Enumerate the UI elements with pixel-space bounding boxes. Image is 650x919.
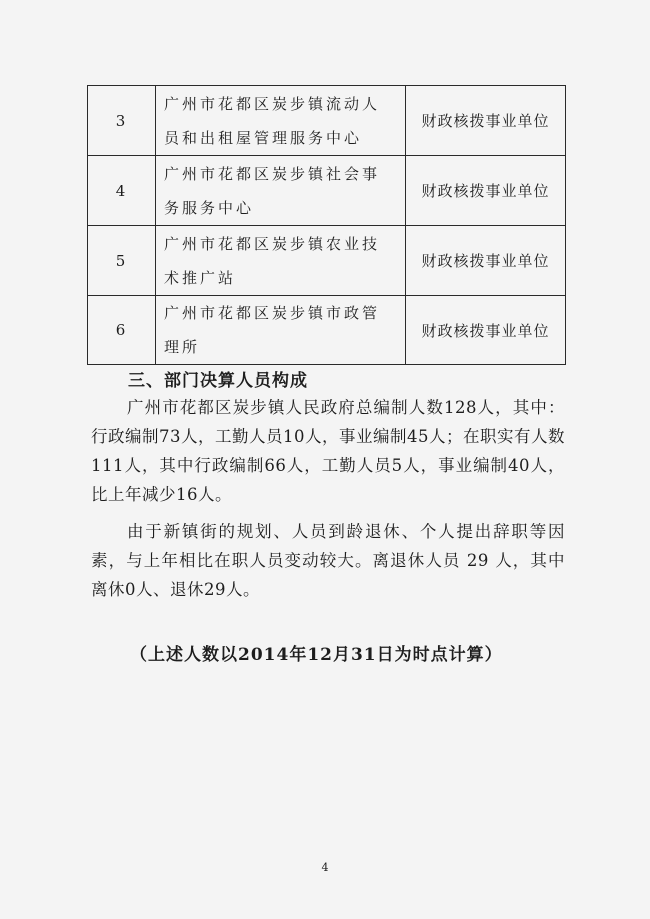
row-number: 6 xyxy=(88,296,156,365)
unit-name: 广州市花都区炭步镇市政管理所 xyxy=(156,296,406,365)
retirement-paragraph: 由于新镇街的规划、人员到龄退休、个人提出辞职等因素，与上年相比在职人员变动较大。离退休人员 29 人，其中离休0人、退休29人。 xyxy=(91,522,565,599)
unit-type: 财政核拨事业单位 xyxy=(406,296,566,365)
unit-name: 广州市花都区炭步镇流动人员和出租屋管理服务中心 xyxy=(156,86,406,156)
section-heading: 三、部门决算人员构成 xyxy=(128,371,308,391)
table-row xyxy=(88,296,566,365)
table-row xyxy=(88,86,566,156)
unit-type: 财政核拨事业单位 xyxy=(406,86,566,156)
unit-name: 广州市花都区炭步镇社会事务服务中心 xyxy=(156,156,406,226)
staffing-paragraph: 广州市花都区炭步镇人民政府总编制人数128人，其中：行政编制73人，工勤人员10人，事业编制45人；在职实有人数111人，其中行政编制66人，工勤人员5人，事业编制40人，比上年减少16人。 xyxy=(91,398,565,504)
table-row xyxy=(88,226,566,296)
page-number: 4 xyxy=(321,861,329,874)
unit-name: 广州市花都区炭步镇农业技术推广站 xyxy=(156,226,406,296)
unit-type: 财政核拨事业单位 xyxy=(406,156,566,226)
calculation-date-note: （上述人数以2014年12月31日为时点计算） xyxy=(130,645,503,665)
table-row xyxy=(88,156,566,226)
row-number: 5 xyxy=(88,226,156,296)
row-number: 4 xyxy=(88,156,156,226)
unit-type: 财政核拨事业单位 xyxy=(406,226,566,296)
unit-table xyxy=(87,85,566,365)
row-number: 3 xyxy=(88,86,156,156)
